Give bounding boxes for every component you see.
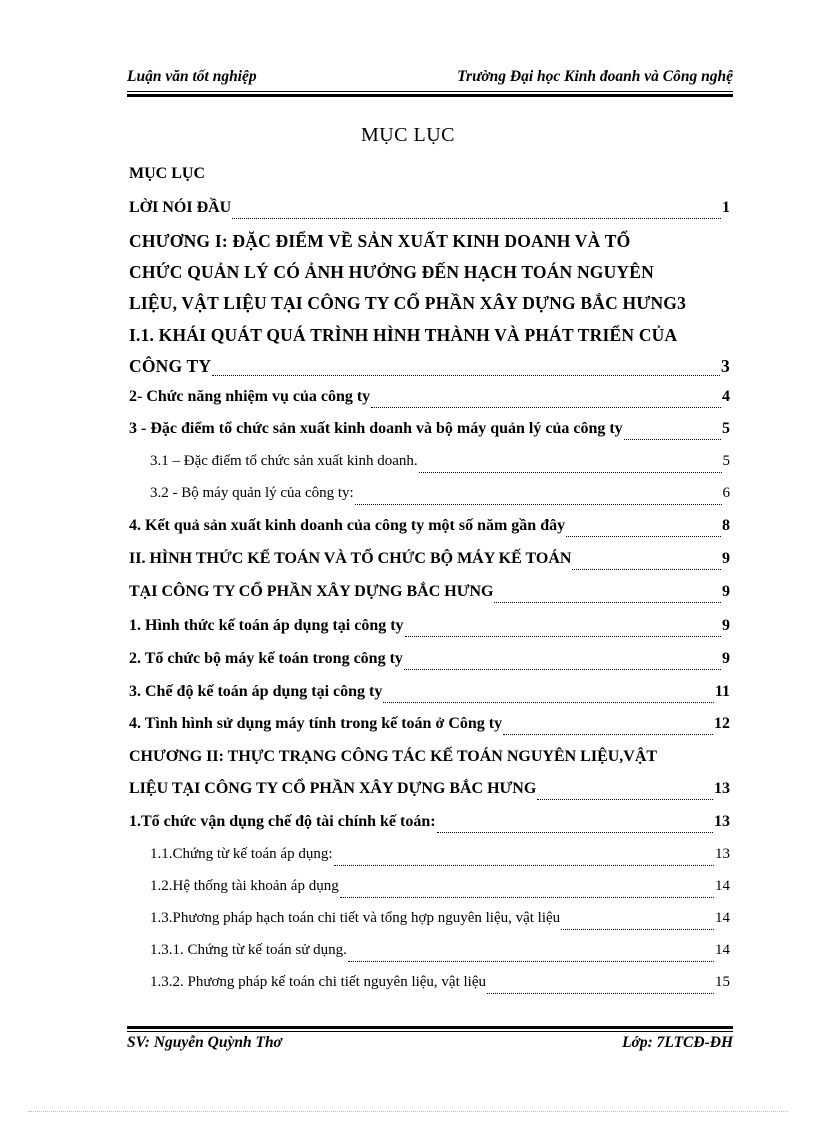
page-footer <box>127 1034 733 1058</box>
toc-entry[interactable] <box>129 650 730 676</box>
toc-entry[interactable] <box>129 583 730 609</box>
toc-entry-page: 5 <box>722 420 730 437</box>
toc-entry-page: 14 <box>715 942 730 958</box>
toc-leader-dots <box>232 218 721 219</box>
footer-student-name: SV: Nguyễn Quỳnh Thơ <box>127 1034 282 1051</box>
header-rule-thin <box>127 91 733 92</box>
toc-entry-page: 9 <box>722 550 730 567</box>
page-edge-dots <box>28 1111 788 1112</box>
toc-entry-page: 9 <box>722 583 730 600</box>
toc-entry-title: 3. Chế độ kế toán áp dụng tại công ty <box>129 683 383 700</box>
toc-entry-page: 15 <box>715 974 730 990</box>
toc-entry-title: 1.Tổ chức vận dụng chế độ tài chính kế toán: <box>129 813 436 830</box>
toc-entry[interactable] <box>129 550 730 576</box>
toc-leader-dots <box>437 832 713 833</box>
page-title: MỤC LỤC <box>360 124 456 146</box>
toc-entry-page: 14 <box>715 878 730 894</box>
toc-leader-dots <box>212 375 720 376</box>
header-rule-thick <box>127 94 733 97</box>
toc-leader-dots <box>405 636 721 637</box>
footer-rule-thick <box>127 1026 733 1029</box>
page-header <box>127 66 733 90</box>
toc-entry-title: LỜI NÓI ĐẦU <box>129 199 232 216</box>
toc-entry[interactable] <box>129 517 730 543</box>
toc-entry[interactable] <box>129 617 730 643</box>
toc-entry[interactable] <box>129 325 730 351</box>
toc-entry-title: CHƯƠNG II: THỰC TRẠNG CÔNG TÁC KẾ TOÁN NGUYÊN LIỆU,VẬT <box>129 748 658 765</box>
toc-entry[interactable] <box>129 715 730 741</box>
toc-entry-title: MỤC LỤC <box>129 165 205 182</box>
toc-entry[interactable] <box>129 780 730 806</box>
toc-entry[interactable] <box>150 878 730 904</box>
toc-entry-title: 3 - Đặc điểm tổ chức sản xuất kinh doanh và bộ máy quản lý của công ty <box>129 420 623 437</box>
toc-entry[interactable] <box>129 231 730 257</box>
toc-entry[interactable] <box>129 683 730 709</box>
header-school-name: Trường Đại học Kinh đoanh và Công nghệ <box>457 68 733 85</box>
toc-entry-page: 1 <box>722 199 730 216</box>
toc-entry-page: 5 <box>722 453 730 469</box>
toc-entry-page: 13 <box>714 813 730 830</box>
toc-leader-dots <box>348 961 714 962</box>
toc-entry[interactable] <box>129 388 730 414</box>
toc-entry-title: 2. Tổ chức bộ máy kế toán trong công ty <box>129 650 403 667</box>
toc-entry[interactable] <box>129 748 730 774</box>
footer-rule-thin <box>127 1031 733 1032</box>
toc-entry-page: 3 <box>721 356 730 376</box>
toc-leader-dots <box>624 439 721 440</box>
toc-leader-dots <box>487 993 714 994</box>
toc-entry-page: 13 <box>714 780 730 797</box>
toc-entry-title: LIỆU TẠI CÔNG TY CỔ PHẦN XÂY DỰNG BẮC HƯNG <box>129 780 537 797</box>
toc-entry[interactable] <box>129 262 730 288</box>
toc-entry-title: II. HÌNH THỨC KẾ TOÁN VÀ TỔ CHỨC BỘ MÁY KẾ TOÁN <box>129 550 572 567</box>
toc-entry-page: 14 <box>715 910 730 926</box>
toc-entry-title: 1.1.Chứng từ kế toán áp dụng: <box>150 846 333 862</box>
footer-class-code: Lớp: 7LTCĐ-ĐH <box>622 1034 733 1051</box>
toc-entry-title: CHỨC QUẢN LÝ CÓ ẢNH HƯỞNG ĐẾN HẠCH TOÁN NGUYÊN <box>129 262 654 282</box>
toc-entry-title: LIỆU, VẬT LIỆU TẠI CÔNG TY CỔ PHẦN XÂY DỰNG BẮC HƯNG3 <box>129 293 687 313</box>
toc-leader-dots <box>503 734 713 735</box>
toc-entry-page: 4 <box>722 388 730 405</box>
toc-entry-page: 9 <box>722 650 730 667</box>
toc-entry[interactable] <box>129 420 730 446</box>
toc-entry-page: 9 <box>722 617 730 634</box>
toc-entry[interactable] <box>150 485 730 511</box>
toc-entry-title: TẠI CÔNG TY CỔ PHẦN XÂY DỰNG BẮC HƯNG <box>129 583 494 600</box>
toc-entry[interactable] <box>150 846 730 872</box>
toc-entry-title: 4. Kết quả sản xuất kinh doanh của công ty một số năm gần đây <box>129 517 566 534</box>
toc-leader-dots <box>355 504 722 505</box>
toc-leader-dots <box>561 929 714 930</box>
toc-entry-title: CÔNG TY <box>129 356 212 376</box>
toc-entry-page: 11 <box>714 683 730 700</box>
toc-entry[interactable] <box>150 942 730 968</box>
toc-leader-dots <box>334 865 715 866</box>
toc-entry-title: CHƯƠNG I: ĐẶC ĐIỂM VỀ SẢN XUẤT KINH DOANH VÀ TỔ <box>129 231 631 251</box>
toc-entry[interactable] <box>129 199 730 225</box>
toc-entry-title: 2- Chức năng nhiệm vụ của công ty <box>129 388 371 405</box>
toc-leader-dots <box>404 669 721 670</box>
toc-leader-dots <box>340 897 714 898</box>
toc-leader-dots <box>419 472 722 473</box>
toc-entry-page: 8 <box>722 517 730 534</box>
toc-entry[interactable] <box>129 813 730 839</box>
toc-entry-title: 1.3.Phương pháp hạch toán chi tiết và tổng hợp nguyên liệu, vật liệu <box>150 910 561 926</box>
toc-leader-dots <box>371 407 721 408</box>
toc-entry-page: 6 <box>722 485 730 501</box>
toc-entry-title: 1.3.2. Phương pháp kế toán chi tiết nguyên liệu, vật liệu <box>150 974 486 990</box>
toc-entry[interactable] <box>150 453 730 479</box>
toc-leader-dots <box>494 602 721 603</box>
toc-leader-dots <box>383 702 714 703</box>
toc-leader-dots <box>537 799 713 800</box>
toc-entry-title: 1.3.1. Chứng từ kế toán sử dụng. <box>150 942 347 958</box>
toc-entry-title: 3.1 – Đặc điểm tổ chức sản xuất kinh doanh. <box>150 453 418 469</box>
toc-entry[interactable] <box>129 165 730 191</box>
toc-entry-title: 4. Tình hình sử dụng máy tính trong kế toán ở Công ty <box>129 715 503 732</box>
toc-entry-title: I.1. KHÁI QUÁT QUÁ TRÌNH HÌNH THÀNH VÀ PHÁT TRIỂN CỦA <box>129 325 678 345</box>
toc-entry[interactable] <box>150 974 730 1000</box>
toc-entry[interactable] <box>150 910 730 936</box>
toc-entry-title: 1.2.Hệ thống tài khoản áp dụng <box>150 878 339 894</box>
toc-leader-dots <box>566 536 721 537</box>
toc-entry-title: 1. Hình thức kế toán áp dụng tại công ty <box>129 617 404 634</box>
header-thesis-label: Luận văn tốt nghiệp <box>127 68 257 85</box>
toc-entry-title: 3.2 - Bộ máy quản lý của công ty: <box>150 485 354 501</box>
toc-entry-page: 12 <box>714 715 730 732</box>
toc-entry[interactable] <box>129 356 730 382</box>
toc-leader-dots <box>572 569 721 570</box>
toc-entry[interactable] <box>129 293 730 319</box>
toc-entry-page: 13 <box>715 846 730 862</box>
